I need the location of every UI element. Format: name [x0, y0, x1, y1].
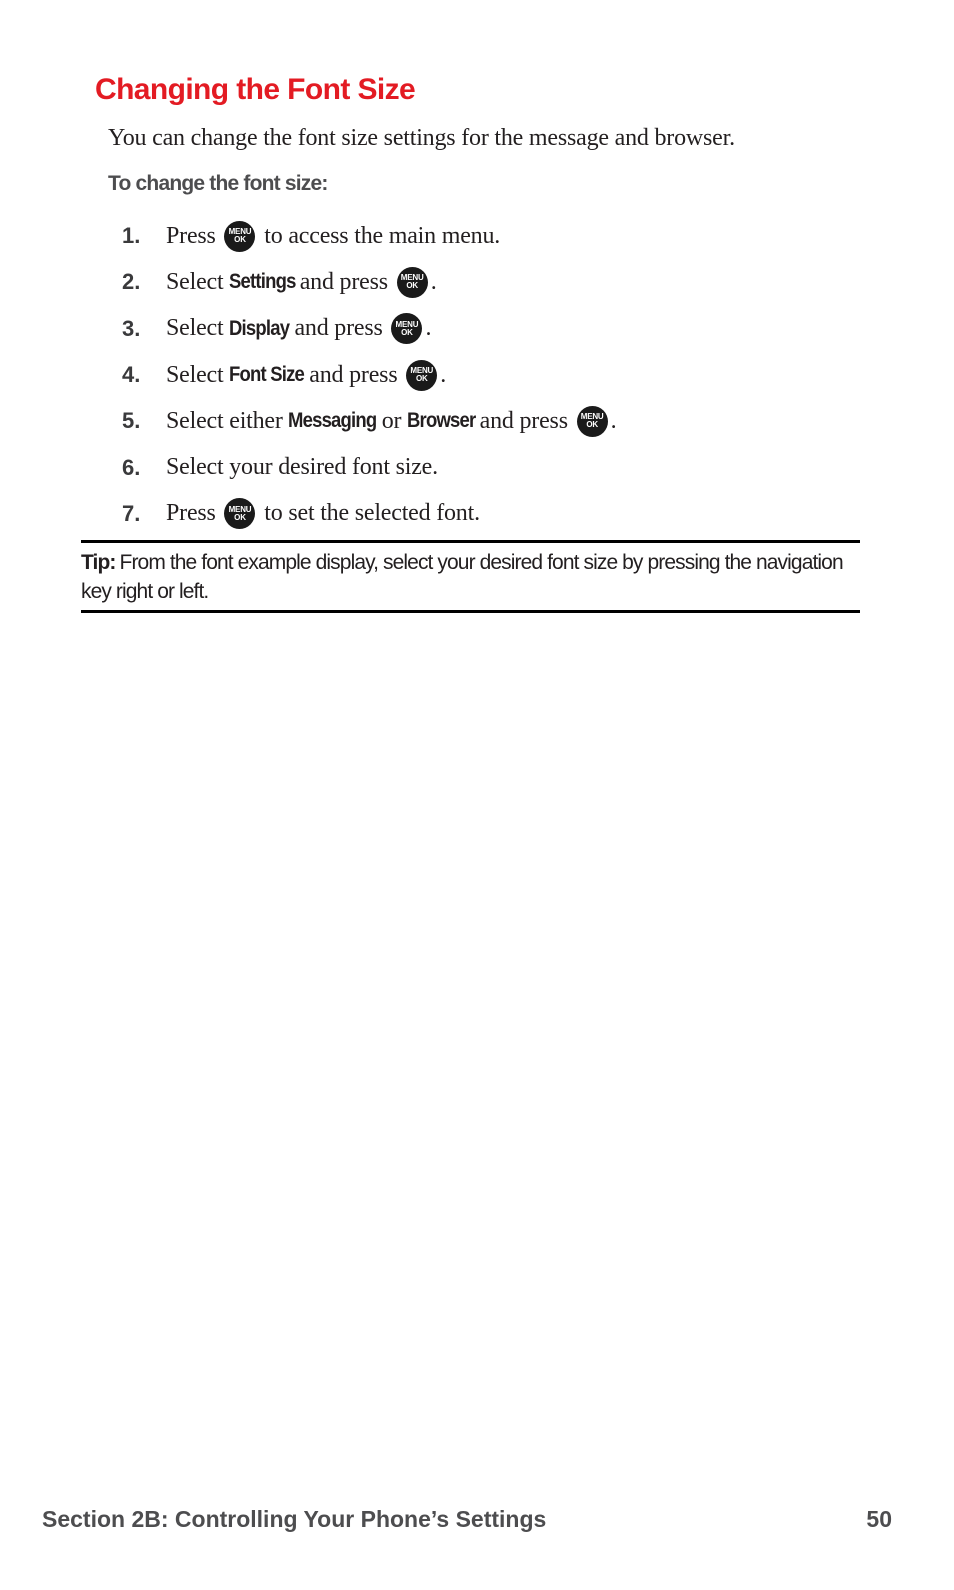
step-number: 7. — [122, 500, 141, 526]
step-text — [166, 360, 446, 391]
step-text-part: to access the main menu. — [258, 222, 501, 249]
step-text: Select your desired font size. — [166, 454, 438, 481]
step-4 — [122, 352, 616, 398]
step-2 — [122, 259, 616, 305]
menu-keyword: Browser — [407, 409, 476, 433]
step-text-part: . — [425, 315, 432, 342]
key-icon-line2: OK — [586, 420, 598, 430]
tip-box — [81, 540, 860, 613]
page-heading: Changing the Font Size — [95, 73, 416, 106]
key-icon-line1: MENU — [400, 273, 424, 283]
step-text-part: . — [430, 268, 437, 295]
step-1 — [122, 213, 616, 259]
key-icon-line1: MENU — [395, 319, 419, 329]
page-number: 50 — [866, 1506, 892, 1532]
key-icon-line2: OK — [401, 327, 413, 337]
step-number: 3. — [122, 315, 141, 341]
step-text-part: and press — [473, 407, 574, 434]
menu-ok-key-icon — [391, 313, 422, 344]
menu-keyword: Messaging — [288, 409, 377, 433]
step-number: 4. — [122, 362, 141, 388]
step-text-part: and press — [303, 361, 404, 388]
step-7 — [122, 491, 616, 537]
step-text — [166, 267, 437, 298]
step-6 — [122, 444, 616, 490]
step-text-part: and press — [288, 315, 389, 342]
step-number: 6. — [122, 454, 141, 480]
intro-paragraph: You can change the font size settings for the message and browser. — [108, 125, 735, 151]
step-text-part: Select — [166, 268, 230, 295]
menu-keyword: Settings — [229, 270, 296, 294]
step-number: 5. — [122, 408, 141, 434]
step-text-part: . — [610, 407, 617, 434]
step-text-part: Select — [166, 315, 230, 342]
step-text — [166, 313, 431, 344]
step-number: 2. — [122, 269, 141, 295]
steps-list — [122, 213, 616, 537]
step-text-part: Press — [166, 500, 222, 527]
tip-body: From the font example display, select your desired font size by pressing the navigation key right or left. — [81, 551, 843, 603]
step-text — [166, 221, 500, 252]
step-text-part: or — [375, 407, 408, 434]
key-icon-line1: MENU — [228, 227, 252, 237]
step-text — [166, 498, 480, 529]
key-icon-line1: MENU — [580, 412, 604, 422]
menu-keyword: Font Size — [229, 363, 305, 387]
footer-section-title: Section 2B: Controlling Your Phone’s Settings — [42, 1506, 547, 1532]
menu-ok-key-icon — [406, 360, 437, 391]
step-text-part: Select either — [166, 407, 289, 434]
key-icon-line1: MENU — [410, 366, 434, 376]
menu-keyword: Display — [229, 316, 290, 340]
menu-ok-key-icon — [577, 406, 608, 437]
tip-label: Tip: — [81, 551, 116, 574]
menu-ok-key-icon — [224, 498, 255, 529]
menu-ok-key-icon — [397, 267, 428, 298]
key-icon-line2: OK — [406, 281, 418, 291]
step-text-part: . — [440, 361, 447, 388]
step-text-part: Select — [166, 361, 230, 388]
step-5 — [122, 398, 616, 444]
procedure-subheading: To change the font size: — [108, 172, 328, 195]
step-3 — [122, 306, 616, 352]
step-text — [166, 406, 616, 437]
key-icon-line2: OK — [415, 374, 428, 384]
step-text-part: Press — [166, 222, 222, 249]
tip-text — [81, 548, 860, 606]
step-text-part: and press — [293, 268, 394, 295]
key-icon-line2: OK — [234, 512, 246, 522]
key-icon-line1: MENU — [228, 504, 252, 514]
key-icon-line2: OK — [234, 235, 246, 245]
step-text-part: to set the selected font. — [258, 500, 480, 527]
menu-ok-key-icon — [224, 221, 255, 252]
step-number: 1. — [122, 223, 141, 249]
